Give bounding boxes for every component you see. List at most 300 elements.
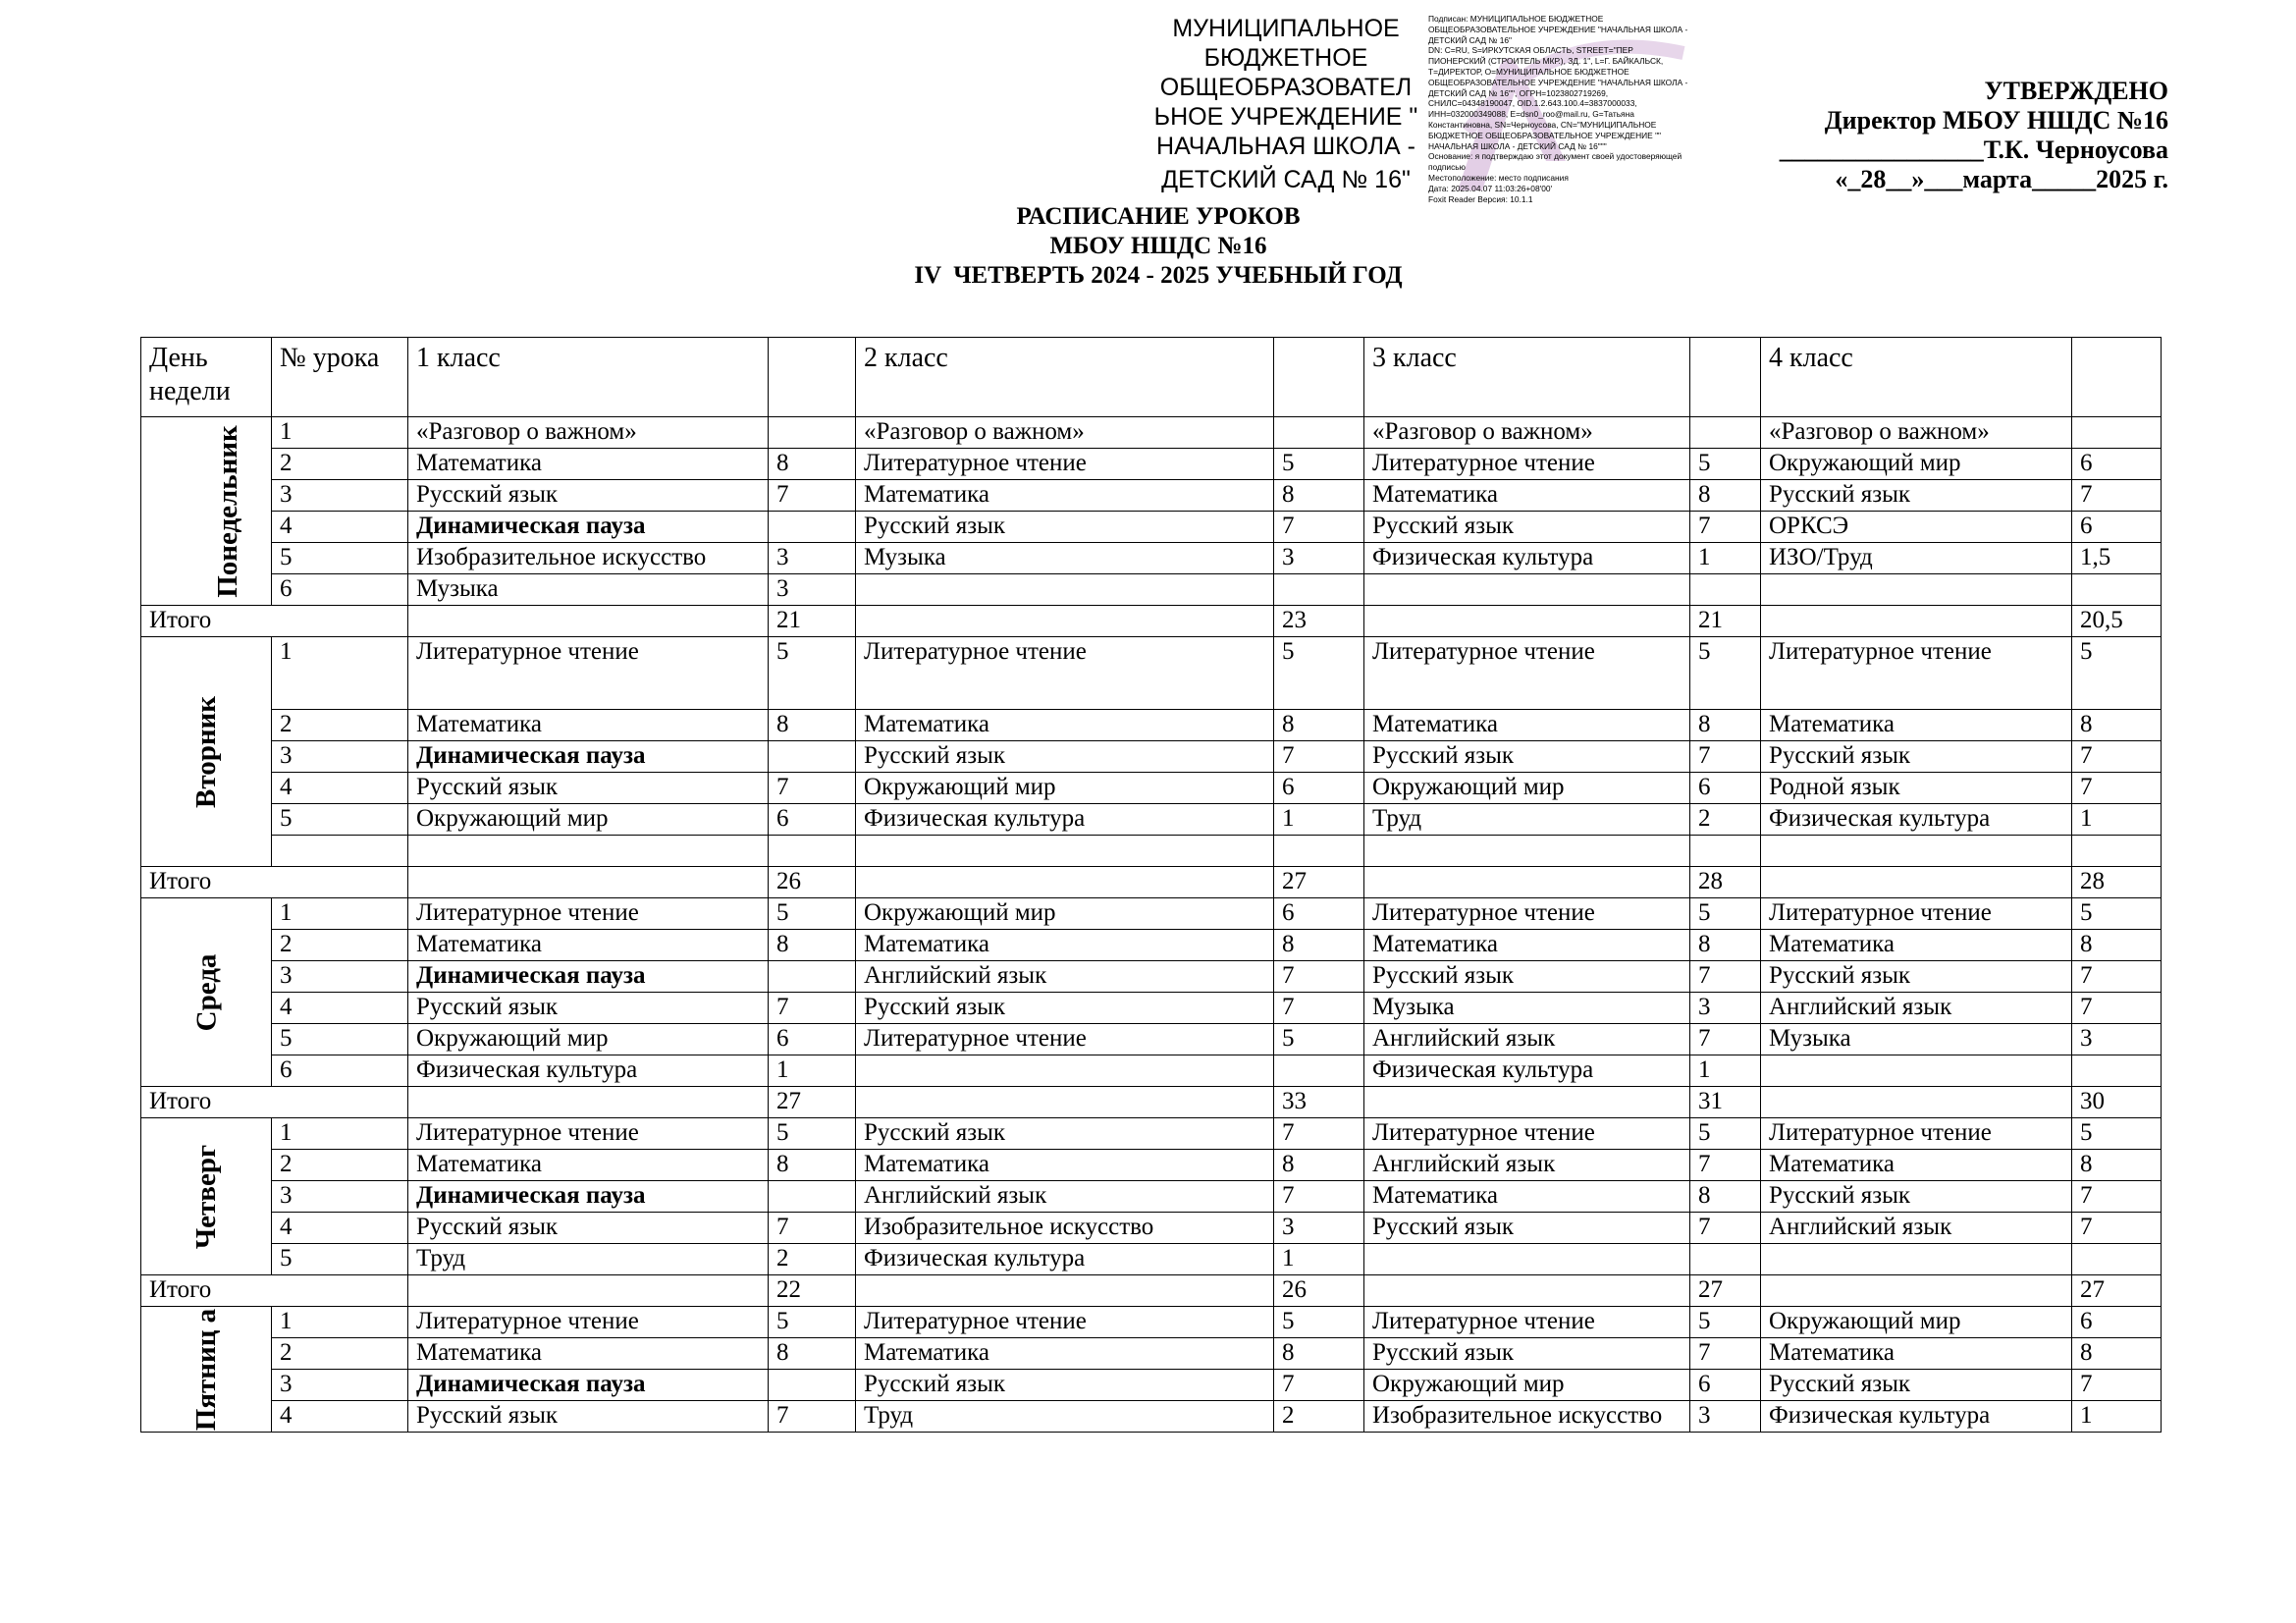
subject-cell: Математика [856, 710, 1274, 741]
hours-cell: 7 [769, 1213, 856, 1244]
approval-date: «_28__»___марта_____2025 г. [1835, 165, 2168, 193]
hours-cell: 8 [1690, 710, 1761, 741]
hours-cell: 5 [769, 898, 856, 930]
day-cell [141, 898, 272, 1087]
subject-cell: Математика [856, 1338, 1274, 1370]
lesson-number: 5 [272, 1024, 408, 1055]
subject-cell: Труд [1364, 804, 1690, 836]
header-hours [769, 338, 856, 417]
hours-cell: 1 [769, 1055, 856, 1087]
hours-cell: 8 [2072, 930, 2162, 961]
empty-cell [769, 836, 856, 867]
table-row [141, 993, 2162, 1024]
subject-cell: Окружающий мир [856, 898, 1274, 930]
hours-cell: 3 [1690, 1401, 1761, 1433]
day-label: Понедельник [211, 424, 243, 598]
subject-cell: Окружающий мир [856, 773, 1274, 804]
hours-cell: 7 [1274, 993, 1364, 1024]
lesson-number: 1 [272, 898, 408, 930]
total-value: 20,5 [2072, 606, 2162, 637]
day-cell [141, 417, 272, 606]
day-label: Пятниц а [190, 1308, 222, 1431]
subject-cell [856, 574, 1274, 606]
lesson-number: 2 [272, 449, 408, 480]
signature-detail-line: СНИЛС=04348190047, OID.1.2.643.100.4=3837000033, [1428, 98, 1637, 109]
day-label: Среда [189, 953, 222, 1031]
subject-cell: Динамическая пауза [408, 1181, 769, 1213]
lesson-number: 1 [272, 417, 408, 449]
signature-detail-line: T=ДИРЕКТОР, O=МУНИЦИПАЛЬНОЕ БЮДЖЕТНОЕ [1428, 66, 1629, 77]
empty-cell [408, 836, 769, 867]
hours-cell [1274, 1055, 1364, 1087]
subject-cell: Русский язык [408, 773, 769, 804]
total-value: 27 [1274, 867, 1364, 898]
hours-cell: 7 [2072, 741, 2162, 773]
hours-cell [2072, 574, 2162, 606]
subject-cell: Физическая культура [1364, 543, 1690, 574]
subject-cell: Литературное чтение [1364, 1118, 1690, 1150]
subject-cell: Литературное чтение [856, 1024, 1274, 1055]
subject-cell: Литературное чтение [856, 449, 1274, 480]
hours-cell: 8 [2072, 710, 2162, 741]
hours-cell: 7 [1274, 512, 1364, 543]
lesson-number: 4 [272, 1213, 408, 1244]
signature-org-line: БЮДЖЕТНОЕ [1203, 44, 1368, 72]
subject-cell: Английский язык [1761, 1213, 2072, 1244]
lesson-number: 5 [272, 804, 408, 836]
hours-cell: 8 [1690, 480, 1761, 512]
lesson-number: 5 [272, 1244, 408, 1275]
lesson-number: 3 [272, 1181, 408, 1213]
empty-cell [1761, 1275, 2072, 1307]
lesson-number: 3 [272, 480, 408, 512]
signature-org-line: ЬНОЕ УЧРЕЖДЕНИЕ " [1153, 103, 1418, 131]
hours-cell: 5 [2072, 1118, 2162, 1150]
empty-cell [1364, 867, 1690, 898]
empty-cell [1690, 836, 1761, 867]
subject-cell: Физическая культура [1364, 1055, 1690, 1087]
lesson-number: 3 [272, 961, 408, 993]
subject-cell: Математика [1761, 710, 2072, 741]
subject-cell: Динамическая пауза [408, 1370, 769, 1401]
signature-detail-line: ДЕТСКИЙ САД № 16" [1428, 34, 1512, 45]
hours-cell: 3 [1690, 993, 1761, 1024]
hours-cell: 1 [1274, 1244, 1364, 1275]
table-row [141, 512, 2162, 543]
hours-cell: 5 [1690, 1307, 1761, 1338]
total-label: Итого [141, 1087, 408, 1118]
subject-cell: Труд [408, 1244, 769, 1275]
empty-cell [408, 1087, 769, 1118]
hours-cell: 8 [1274, 1150, 1364, 1181]
hours-cell: 7 [769, 480, 856, 512]
table-row [141, 1244, 2162, 1275]
hours-cell [1690, 1244, 1761, 1275]
lesson-number: 6 [272, 574, 408, 606]
hours-cell: 3 [769, 574, 856, 606]
subject-cell: Изобразительное искусство [856, 1213, 1274, 1244]
table-row [141, 773, 2162, 804]
empty-cell [408, 1275, 769, 1307]
hours-cell: 3 [2072, 1024, 2162, 1055]
total-value: 30 [2072, 1087, 2162, 1118]
subject-cell: Окружающий мир [1364, 773, 1690, 804]
subject-cell [1364, 574, 1690, 606]
subject-cell [1761, 574, 2072, 606]
hours-cell: 6 [2072, 512, 2162, 543]
subject-cell: Русский язык [1364, 1213, 1690, 1244]
subject-cell: Русский язык [1761, 741, 2072, 773]
table-row [141, 1338, 2162, 1370]
subject-cell: Английский язык [1364, 1150, 1690, 1181]
subject-cell: Литературное чтение [1761, 1118, 2072, 1150]
hours-cell: 5 [2072, 637, 2162, 710]
subject-cell: Математика [1364, 930, 1690, 961]
subject-cell [1761, 1244, 2072, 1275]
hours-cell: 1 [1690, 543, 1761, 574]
subject-cell: Математика [1364, 480, 1690, 512]
subject-cell: Литературное чтение [856, 1307, 1274, 1338]
subject-cell [1364, 1244, 1690, 1275]
approval-block [1780, 77, 2168, 194]
table-row [141, 930, 2162, 961]
subject-cell: «Разговор о важном» [856, 417, 1274, 449]
subject-cell: Окружающий мир [1364, 1370, 1690, 1401]
hours-cell [1274, 417, 1364, 449]
hours-cell: 3 [769, 543, 856, 574]
hours-cell: 7 [769, 993, 856, 1024]
hours-cell: 7 [1690, 1024, 1761, 1055]
table-row [141, 804, 2162, 836]
hours-cell: 6 [1690, 773, 1761, 804]
lesson-number: 2 [272, 710, 408, 741]
hours-cell: 5 [1274, 637, 1364, 710]
total-value: 28 [1690, 867, 1761, 898]
signature-detail-line: ПИОНЕРСКИЙ (СТРОИТЕЛЬ МКР.), ЗД. 1", L=Г. БАЙКАЛЬСК, [1428, 56, 1664, 67]
table-header-row [141, 338, 2162, 417]
subject-cell: Литературное чтение [856, 637, 1274, 710]
hours-cell: 5 [769, 1118, 856, 1150]
subject-cell: Динамическая пауза [408, 961, 769, 993]
empty-cell [1761, 606, 2072, 637]
signature-detail-line: БЮДЖЕТНОЕ ОБЩЕОБРАЗОВАТЕЛЬНОЕ УЧРЕЖДЕНИЕ "" [1428, 130, 1662, 140]
subject-cell: Русский язык [856, 741, 1274, 773]
signature-detail-line: Foxit Reader Версия: 10.1.1 [1428, 193, 1533, 204]
total-label: Итого [141, 606, 408, 637]
empty-cell [408, 606, 769, 637]
hours-cell: 5 [769, 1307, 856, 1338]
table-row [141, 961, 2162, 993]
hours-cell: 8 [1274, 710, 1364, 741]
table-row [141, 1307, 2162, 1338]
subject-cell: Математика [1364, 1181, 1690, 1213]
header-hours [1690, 338, 1761, 417]
table-row [141, 1370, 2162, 1401]
subject-cell: Окружающий мир [408, 1024, 769, 1055]
signature-org-line: НАЧАЛЬНАЯ ШКОЛА - [1156, 133, 1415, 160]
hours-cell: 7 [1690, 1150, 1761, 1181]
hours-cell: 8 [2072, 1150, 2162, 1181]
signature-detail-line: ДЕТСКИЙ САД № 16"", ОГРН=1023802719269, [1428, 87, 1609, 98]
signature-org-line: ОБЩЕОБРАЗОВАТЕЛ [1159, 74, 1413, 101]
table-row [141, 1150, 2162, 1181]
empty-cell [1274, 836, 1364, 867]
hours-cell: 7 [1274, 1118, 1364, 1150]
hours-cell: 7 [769, 1401, 856, 1433]
subject-cell: Русский язык [1761, 1181, 2072, 1213]
document-title [864, 202, 1453, 291]
hours-cell: 5 [1274, 1024, 1364, 1055]
subject-cell: «Разговор о важном» [1364, 417, 1690, 449]
table-row [141, 741, 2162, 773]
hours-cell: 7 [2072, 961, 2162, 993]
lesson-number: 4 [272, 1401, 408, 1433]
hours-cell: 6 [2072, 1307, 2162, 1338]
total-value: 26 [769, 867, 856, 898]
hours-cell: 8 [1274, 480, 1364, 512]
hours-cell: 5 [1690, 898, 1761, 930]
hours-cell [2072, 1244, 2162, 1275]
hours-cell: 5 [1274, 449, 1364, 480]
subject-cell: Физическая культура [1761, 1401, 2072, 1433]
subject-cell: Математика [1761, 1150, 2072, 1181]
day-cell [141, 1307, 272, 1433]
empty-cell [856, 836, 1274, 867]
table-row [141, 480, 2162, 512]
hours-cell [769, 512, 856, 543]
header-day: День недели [141, 338, 272, 417]
lesson-number: 3 [272, 741, 408, 773]
subject-cell: Физическая культура [408, 1055, 769, 1087]
total-row [141, 867, 2162, 898]
approval-name: ________________Т.К. Черноусова [1779, 135, 2168, 164]
empty-cell [1761, 867, 2072, 898]
hours-cell: 6 [2072, 449, 2162, 480]
hours-cell: 8 [769, 1338, 856, 1370]
signature-detail-line: ИНН=032000349088, E=dsn0_roo@mail.ru, G=Татьяна [1428, 109, 1634, 120]
total-value: 28 [2072, 867, 2162, 898]
hours-cell: 7 [1274, 1181, 1364, 1213]
subject-cell: Математика [408, 930, 769, 961]
empty-cell [856, 867, 1274, 898]
signature-detail-line: DN: C=RU, S=ИРКУТСКАЯ ОБЛАСТЬ, STREET="ПЕР [1428, 45, 1633, 56]
table-row [141, 898, 2162, 930]
lesson-number: 4 [272, 512, 408, 543]
hours-cell [769, 1181, 856, 1213]
subject-cell: Русский язык [1364, 512, 1690, 543]
total-label: Итого [141, 867, 408, 898]
table-row [141, 637, 2162, 710]
lesson-number: 2 [272, 930, 408, 961]
signature-detail-line: Местоположение: место подписания [1428, 172, 1569, 183]
lesson-number: 5 [272, 543, 408, 574]
empty-cell [1761, 836, 2072, 867]
hours-cell: 8 [2072, 1338, 2162, 1370]
signature-org-name [1139, 14, 1433, 194]
total-row [141, 1275, 2162, 1307]
subject-cell: Русский язык [856, 993, 1274, 1024]
header-class: 2 класс [856, 338, 1274, 417]
subject-cell: Родной язык [1761, 773, 2072, 804]
signature-detail-line: ОБЩЕОБРАЗОВАТЕЛЬНОЕ УЧРЕЖДЕНИЕ "НАЧАЛЬНАЯ ШКОЛА - [1428, 24, 1688, 34]
empty-cell [1364, 1275, 1690, 1307]
total-value: 27 [2072, 1275, 2162, 1307]
subject-cell: Математика [408, 1338, 769, 1370]
day-label: Вторник [190, 695, 222, 808]
hours-cell: 6 [769, 1024, 856, 1055]
day-cell [141, 1118, 272, 1275]
subject-cell: Математика [856, 480, 1274, 512]
header-hours [1274, 338, 1364, 417]
subject-cell: Математика [1364, 710, 1690, 741]
table-row [141, 1213, 2162, 1244]
subject-cell: «Разговор о важном» [408, 417, 769, 449]
hours-cell: 5 [1274, 1307, 1364, 1338]
subject-cell: Литературное чтение [408, 1307, 769, 1338]
table-row [141, 543, 2162, 574]
hours-cell: 7 [1690, 961, 1761, 993]
total-value: 27 [1690, 1275, 1761, 1307]
subject-cell: Английский язык [856, 961, 1274, 993]
header-class: 1 класс [408, 338, 769, 417]
total-value: 21 [769, 606, 856, 637]
hours-cell [769, 417, 856, 449]
hours-cell: 7 [2072, 1370, 2162, 1401]
subject-cell: Динамическая пауза [408, 741, 769, 773]
subject-cell: Русский язык [408, 1401, 769, 1433]
empty-cell [1364, 836, 1690, 867]
total-value: 33 [1274, 1087, 1364, 1118]
hours-cell: 2 [1690, 804, 1761, 836]
title-line: МБОУ НШДС №16 [1049, 233, 1267, 259]
subject-cell [856, 1055, 1274, 1087]
lesson-number: 4 [272, 773, 408, 804]
subject-cell: Литературное чтение [1364, 449, 1690, 480]
empty-cell [1761, 1087, 2072, 1118]
subject-cell: Математика [856, 1150, 1274, 1181]
lesson-number: 1 [272, 637, 408, 710]
hours-cell: 7 [1274, 741, 1364, 773]
subject-cell: Литературное чтение [408, 637, 769, 710]
hours-cell: 7 [2072, 1181, 2162, 1213]
hours-cell: 8 [769, 1150, 856, 1181]
signature-detail-line: ОБЩЕОБРАЗОВАТЕЛЬНОЕ УЧРЕЖДЕНИЕ "НАЧАЛЬНАЯ ШКОЛА - [1428, 77, 1688, 87]
table-row [141, 574, 2162, 606]
hours-cell: 5 [1690, 637, 1761, 710]
subject-cell: Музыка [1761, 1024, 2072, 1055]
table-row [141, 710, 2162, 741]
total-label: Итого [141, 1275, 408, 1307]
subject-cell: Русский язык [408, 480, 769, 512]
subject-cell: Литературное чтение [1364, 637, 1690, 710]
hours-cell: 6 [1274, 773, 1364, 804]
hours-cell: 8 [1274, 1338, 1364, 1370]
hours-cell [769, 741, 856, 773]
subject-cell: Физическая культура [856, 804, 1274, 836]
empty-cell [1364, 1087, 1690, 1118]
subject-cell: Динамическая пауза [408, 512, 769, 543]
hours-cell: 7 [769, 773, 856, 804]
total-value: 31 [1690, 1087, 1761, 1118]
digital-signature-block [1428, 14, 1723, 204]
hours-cell: 7 [1690, 1338, 1761, 1370]
day-label: Четверг [189, 1144, 222, 1249]
title-line: РАСПИСАНИЕ УРОКОВ [1016, 203, 1301, 230]
table-row [141, 1181, 2162, 1213]
subject-cell: Русский язык [408, 1213, 769, 1244]
total-value: 26 [1274, 1275, 1364, 1307]
lesson-number: 2 [272, 1338, 408, 1370]
hours-cell: 7 [2072, 773, 2162, 804]
hours-cell: 7 [1274, 1370, 1364, 1401]
hours-cell: 8 [769, 930, 856, 961]
subject-cell: Русский язык [856, 1118, 1274, 1150]
hours-cell [769, 961, 856, 993]
hours-cell: 1 [2072, 1401, 2162, 1433]
subject-cell: Математика [856, 930, 1274, 961]
table-row [141, 1401, 2162, 1433]
title-line: IV ЧЕТВЕРТЬ 2024 - 2025 УЧЕБНЫЙ ГОД [914, 262, 1403, 289]
subject-cell: Русский язык [1761, 480, 2072, 512]
empty-cell [856, 1087, 1274, 1118]
hours-cell: 3 [1274, 1213, 1364, 1244]
subject-cell: Изобразительное искусство [408, 543, 769, 574]
subject-cell: Окружающий мир [1761, 449, 2072, 480]
hours-cell: 1 [1690, 1055, 1761, 1087]
table-row [141, 1055, 2162, 1087]
subject-cell: Русский язык [856, 512, 1274, 543]
header-class: 4 класс [1761, 338, 2072, 417]
hours-cell [1690, 574, 1761, 606]
subject-cell: Математика [408, 1150, 769, 1181]
hours-cell: 3 [1274, 543, 1364, 574]
hours-cell: 7 [1690, 1213, 1761, 1244]
hours-cell: 7 [2072, 1213, 2162, 1244]
hours-cell: 8 [769, 710, 856, 741]
total-row [141, 1087, 2162, 1118]
subject-cell: ИЗО/Труд [1761, 543, 2072, 574]
hours-cell: 7 [2072, 993, 2162, 1024]
hours-cell: 6 [769, 804, 856, 836]
header-class: 3 класс [1364, 338, 1690, 417]
subject-cell: Русский язык [856, 1370, 1274, 1401]
total-value: 21 [1690, 606, 1761, 637]
lesson-number: 1 [272, 1118, 408, 1150]
signature-detail-line: Константиновна, SN=Черноусова, CN="МУНИЦИПАЛЬНОЕ [1428, 119, 1657, 130]
approval-title: УТВЕРЖДЕНО [1984, 77, 2168, 105]
empty-cell [856, 606, 1274, 637]
subject-cell: Русский язык [1364, 1338, 1690, 1370]
empty-cell [1364, 606, 1690, 637]
signature-org-line: МУНИЦИПАЛЬНОЕ [1172, 15, 1400, 42]
subject-cell: Литературное чтение [1364, 1307, 1690, 1338]
hours-cell: 7 [1274, 961, 1364, 993]
subject-cell: Литературное чтение [1761, 637, 2072, 710]
subject-cell: Литературное чтение [408, 1118, 769, 1150]
table-row [141, 1024, 2162, 1055]
table-row [141, 1118, 2162, 1150]
lesson-number: 2 [272, 1150, 408, 1181]
total-value: 27 [769, 1087, 856, 1118]
hours-cell: 5 [2072, 898, 2162, 930]
lesson-number: 3 [272, 1370, 408, 1401]
hours-cell: 7 [1690, 512, 1761, 543]
signature-org-line: ДЕТСКИЙ САД № 16" [1161, 166, 1411, 193]
signature-detail-line: НАЧАЛЬНАЯ ШКОЛА - ДЕТСКИЙ САД № 16""" [1428, 140, 1607, 151]
hours-cell [2072, 1055, 2162, 1087]
total-value: 22 [769, 1275, 856, 1307]
hours-cell [1274, 574, 1364, 606]
